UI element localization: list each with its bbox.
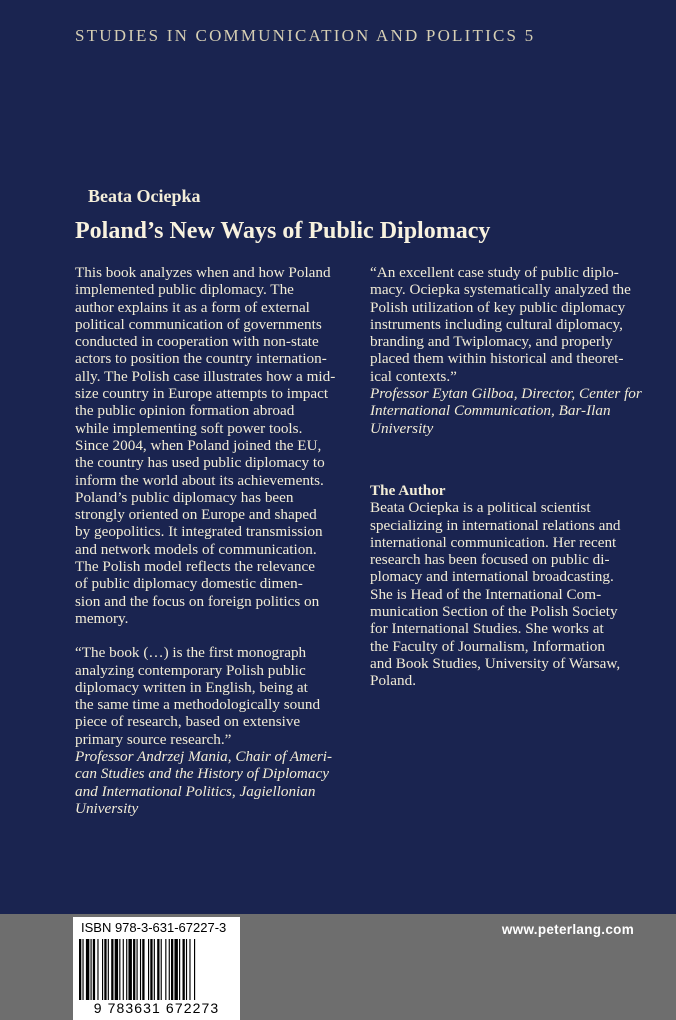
text-line: the country has used public diplomacy to (75, 454, 325, 472)
text-line: piece of research, based on extensive (75, 713, 301, 731)
barcode-bar (86, 939, 89, 1001)
barcode-digits: 9 783631 672273 (77, 1000, 236, 1017)
text-line: actors to position the country internation- (75, 350, 327, 368)
author-bio (370, 499, 638, 689)
text-line: Beata Ociepka is a political scientist (370, 499, 591, 517)
barcode-bar (157, 939, 159, 1001)
barcode-bar (183, 939, 185, 1001)
barcode-bar (194, 939, 195, 1001)
barcode-bar (93, 939, 95, 1001)
book-title: Poland’s New Ways of Public Diplomacy (75, 218, 491, 244)
text-line: placed them within historical and theoret- (370, 350, 624, 368)
quote-block (75, 644, 365, 748)
barcode-bar (126, 939, 127, 1001)
barcode-bar (82, 939, 83, 1001)
barcode-bar (128, 939, 131, 1001)
barcode-bar (133, 939, 135, 1001)
text-line: the Faculty of Journalism, Information (370, 637, 605, 655)
text-line: “An excellent case study of public diplo- (370, 264, 619, 281)
text-line: the same time a methodologically sound (75, 696, 321, 714)
text-line: inform the world about its achievements. (75, 471, 324, 489)
barcode-bar (115, 939, 118, 1001)
barcode-bar (123, 939, 124, 1001)
text-line: author explains it as a form of external (75, 298, 310, 316)
quote-block (370, 264, 638, 385)
barcode-bar (174, 939, 177, 1001)
text-line: research has been focused on public di- (370, 551, 610, 569)
quote-attribution (75, 748, 365, 817)
barcode-bar (189, 939, 190, 1001)
text-line: for International Studies. She works at (370, 620, 604, 638)
text-line: diplomacy written in English, being at (75, 678, 308, 696)
barcode-bar (154, 939, 155, 1001)
text-line: by geopolitics. It integrated transmission (75, 523, 323, 541)
text-line: while implementing soft power tools. (75, 419, 303, 437)
text-line: primary source research.” (75, 730, 232, 748)
barcode-bar (97, 939, 98, 1001)
barcode-bar (104, 939, 106, 1001)
text-line: and International Politics, Jagiellonian (75, 782, 316, 800)
text-line: implemented public diplomacy. The (75, 281, 294, 299)
text-line: University (370, 419, 434, 437)
text-line: Professor Eytan Gilboa, Director, Center for (370, 385, 642, 403)
text-line: This book analyzes when and how Poland (75, 264, 331, 281)
description-block (75, 264, 365, 627)
text-line: and network models of communication. (75, 540, 317, 558)
left-column (75, 264, 365, 817)
text-line: can Studies and the History of Diplomacy (75, 765, 329, 783)
text-line: size country in Europe attempts to impact (75, 385, 329, 403)
text-line: “The book (…) is the first monograph (75, 644, 307, 662)
barcode-bar (102, 939, 103, 1001)
text-line: ally. The Polish case illustrates how a mid- (75, 367, 336, 385)
barcode-bar (165, 939, 166, 1001)
author-name: Beata Ociepka (88, 186, 201, 206)
barcode-bar (150, 939, 152, 1001)
text-line: political communication of governments (75, 315, 322, 333)
barcode-bar (186, 939, 187, 1001)
text-line: Polish utilization of key public diplomacy (370, 298, 626, 316)
text-line: munication Section of the Polish Society (370, 603, 618, 621)
barcode-bar (142, 939, 144, 1001)
text-line: University (75, 799, 139, 817)
publisher-website[interactable]: www.peterlang.com (501, 922, 634, 937)
text-line: sion and the focus on foreign politics on (75, 592, 320, 610)
text-line: specializing in international relations and (370, 516, 621, 534)
text-line: Poland’s public diplomacy has been (75, 488, 294, 506)
barcode-bar (111, 939, 113, 1001)
barcode-bar (137, 939, 138, 1001)
quote-attribution (370, 385, 642, 437)
text-line: Since 2004, when Poland joined the EU, (75, 436, 322, 454)
text-line: and Book Studies, University of Warsaw, (370, 654, 621, 672)
text-line: She is Head of the International Com- (370, 585, 602, 603)
isbn-text: ISBN 978-3-631-67227-3 (81, 920, 227, 935)
barcode-bar (161, 939, 162, 1001)
text-line: branding and Twiplomacy, and properly (370, 333, 613, 351)
text-line: memory. (75, 609, 129, 627)
text-line: the public opinion formation abroad (75, 402, 295, 420)
text-line: ical contexts.” (370, 367, 457, 385)
text-line: strongly oriented on Europe and shaped (75, 506, 317, 524)
author-heading: The Author (370, 481, 446, 499)
text-line: international communication. Her recent (370, 533, 617, 551)
text-line: Professor Andrzej Mania, Chair of Ameri- (75, 748, 333, 766)
text-line: The Polish model reflects the relevance (75, 558, 315, 576)
text-line: analyzing contemporary Polish public (75, 661, 306, 679)
barcode-bar (140, 939, 141, 1001)
text-line: conducted in cooperation with non-state (75, 333, 319, 351)
right-column (370, 264, 642, 690)
series-title: STUDIES IN COMMUNICATION AND POLITICS 5 (75, 26, 536, 45)
barcode-bar (91, 939, 92, 1001)
text-line: macy. Ociepka systematically analyzed the (370, 281, 631, 299)
barcode-bar (119, 939, 120, 1001)
barcode-bar (171, 939, 173, 1001)
text-line: Poland. (370, 672, 416, 690)
barcode-bar (79, 939, 81, 1001)
barcode-bar (169, 939, 170, 1001)
barcode-box (73, 917, 240, 1020)
barcode-bar (148, 939, 149, 1001)
text-line: plomacy and international broadcasting. (370, 568, 614, 586)
barcode-bar (179, 939, 180, 1001)
text-line: International Communication, Bar-Ilan (370, 402, 611, 420)
text-line: of public diplomacy domestic dimen- (75, 575, 303, 593)
text-line: instruments including cultural diplomacy, (370, 315, 623, 333)
barcode-bar (108, 939, 109, 1001)
